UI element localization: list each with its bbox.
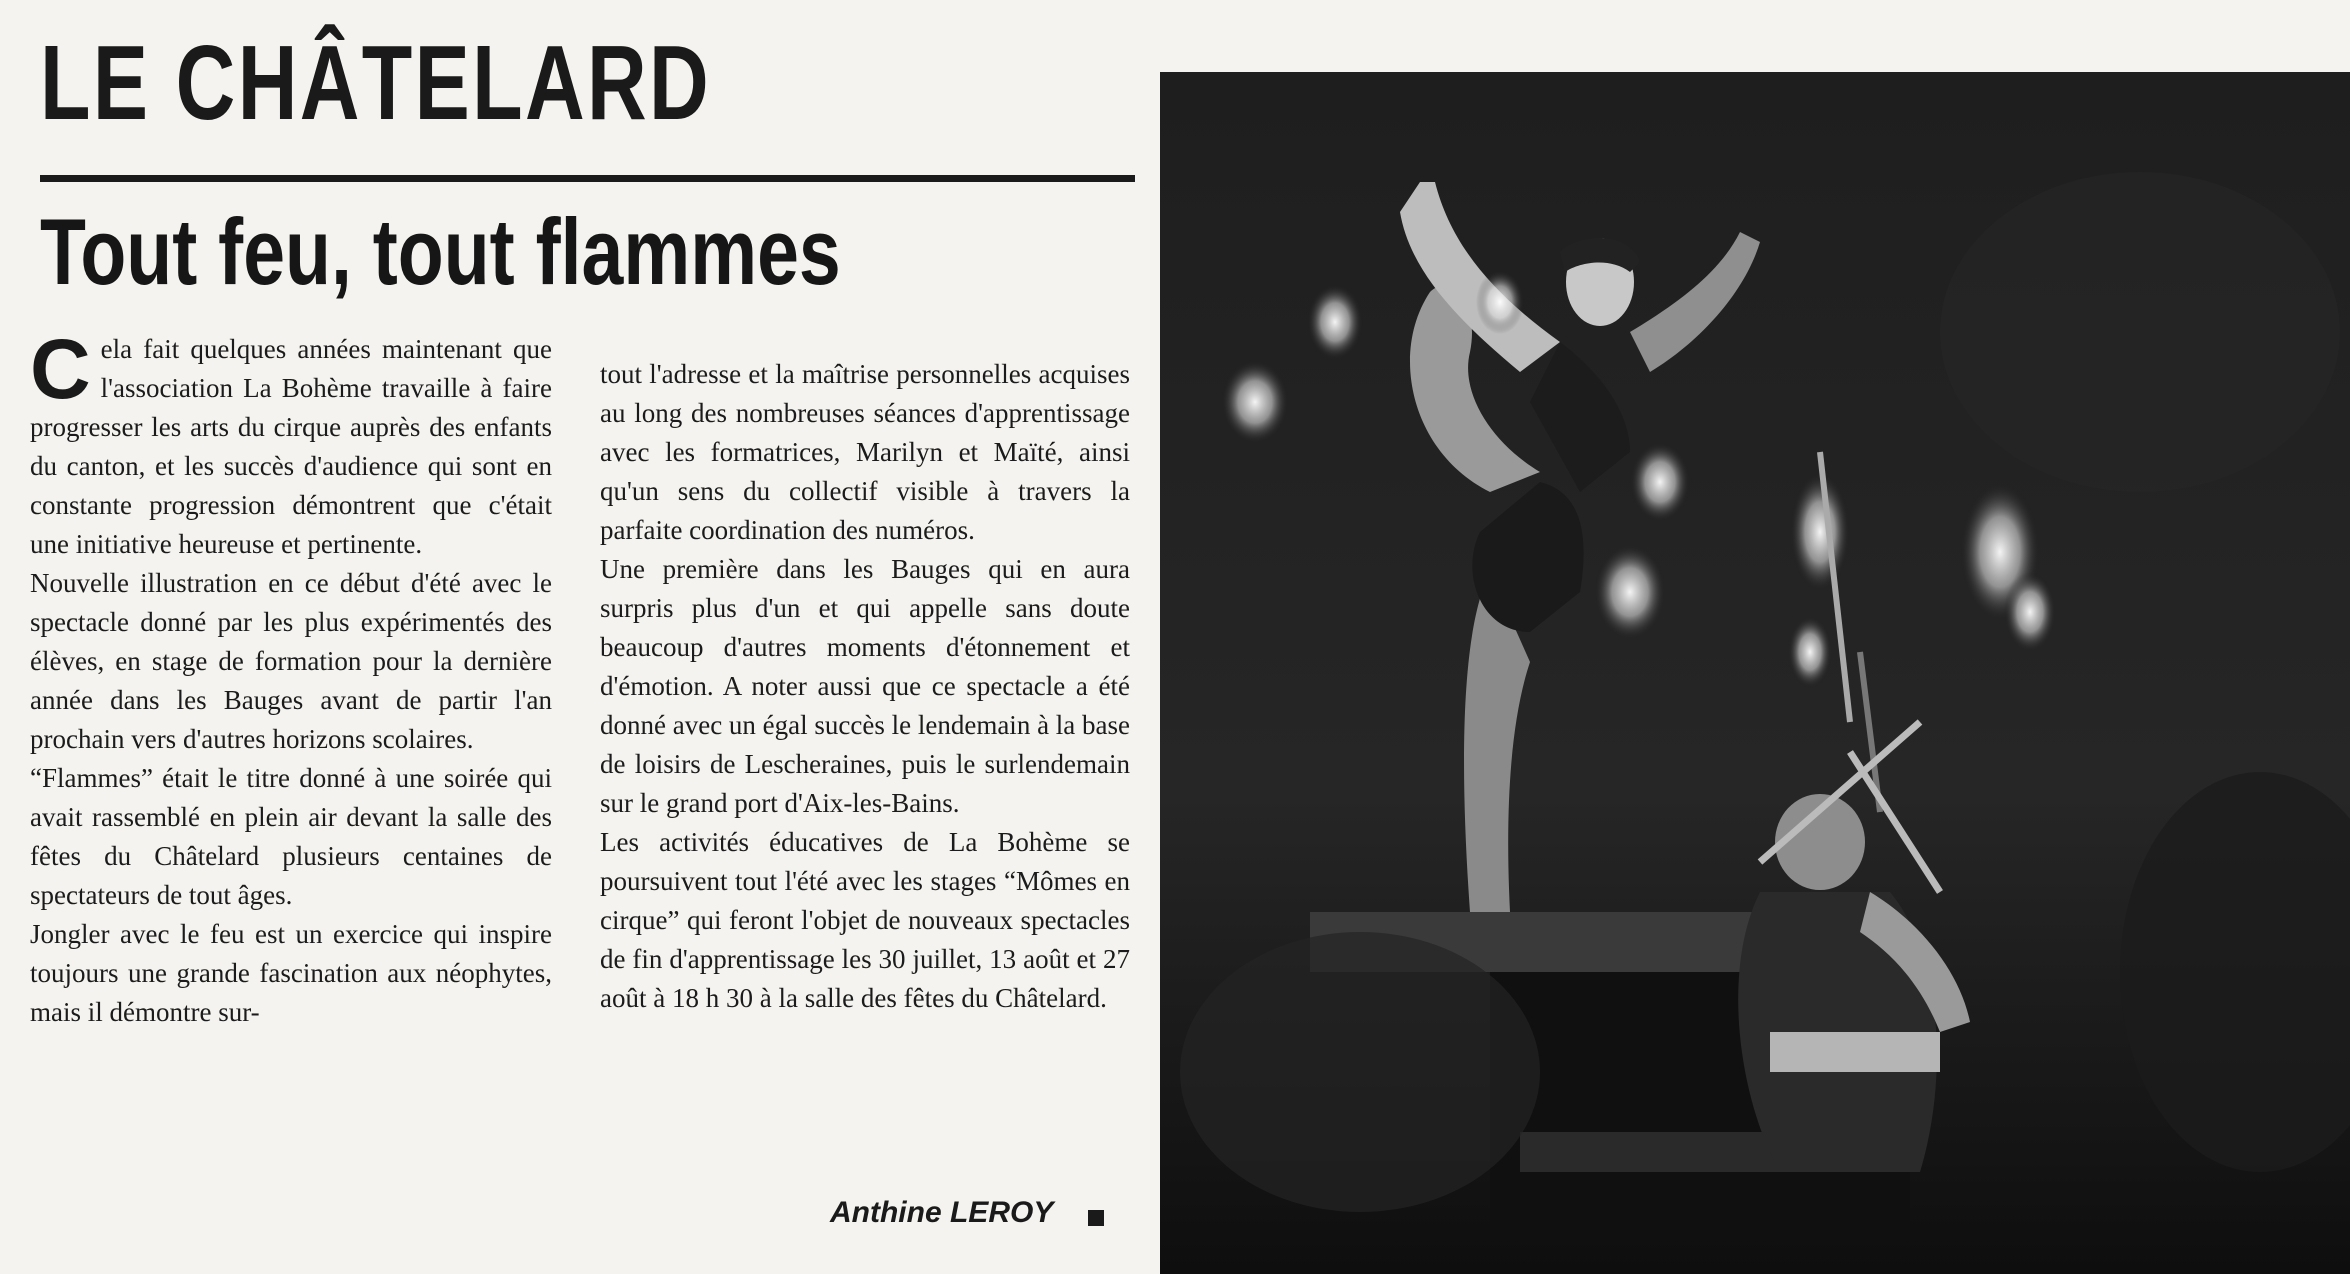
paragraph-6: Une première dans les Bauges qui en aura surpris plus d'un et qui appelle sans doute beaucoup d'autres moments d'étonnement et d'émotion. A noter aussi que ce spectacle a été donné avec un égal succès le lendemain à la base de loisirs de Lescheraines, puis le surlendemain sur le grand port d'Aix-les-Bains. [600, 554, 1131, 818]
paragraph-1-text: ela fait quelques années maintenant que l'association La Bohème travaille à faire progresser les arts du cirque auprès des enfants du canton, et les succès d'audience qui sont en constante progression démontrent que c'était une initiative heureuse et pertinente. [30, 334, 552, 559]
fire-performers-photo [1160, 72, 2350, 1274]
end-mark [1088, 1210, 1104, 1226]
paragraph-7: Les activités éducatives de La Bohème se poursuivent tout l'été avec les stages “Mômes en cirque” qui feront l'objet de nouveaux spectacles de fin d'apprentissage les 30 juillet, 13 août et 27 août à 18 h 30 à la salle des fêtes du Châtelard. [600, 827, 1130, 1013]
article-column-1 [30, 322, 552, 1032]
article-column-2 [600, 355, 1130, 1018]
author-byline: Anthine LEROY [830, 1196, 1054, 1229]
drop-cap: C [30, 322, 91, 416]
article-photo [1160, 72, 2350, 1274]
paragraph-3: “Flammes” était le titre donné à une soirée qui avait rassemblé en plein air devant la salle des fêtes du Châtelard plusieurs centaines de spectateurs de tout âges. [30, 763, 552, 910]
article-headline: Tout feu, tout flammes [40, 199, 841, 304]
paragraph-5: tout l'adresse et la maîtrise personnelles acquises au long des nombreuses séances d'apprentissage avec les formatrices, Marilyn et Maïté, ainsi qu'un sens du collectif visible à travers la parfaite coordination des numéros. [600, 359, 1130, 545]
paragraph-1 [30, 322, 552, 564]
paragraph-2: Nouvelle illustration en ce début d'été avec le spectacle donné par les plus expérimentés des élèves, en stage de formation pour la dernière année dans les Bauges avant de partir l'an prochain vers d'autres horizons scolaires. [30, 568, 552, 754]
section-heading: LE CHÂTELARD [40, 24, 712, 142]
paragraph-4: Jongler avec le feu est un exercice qui inspire toujours une grande fascination aux néophytes, mais il démontre sur- [30, 919, 552, 1027]
section-rule [40, 175, 1135, 182]
